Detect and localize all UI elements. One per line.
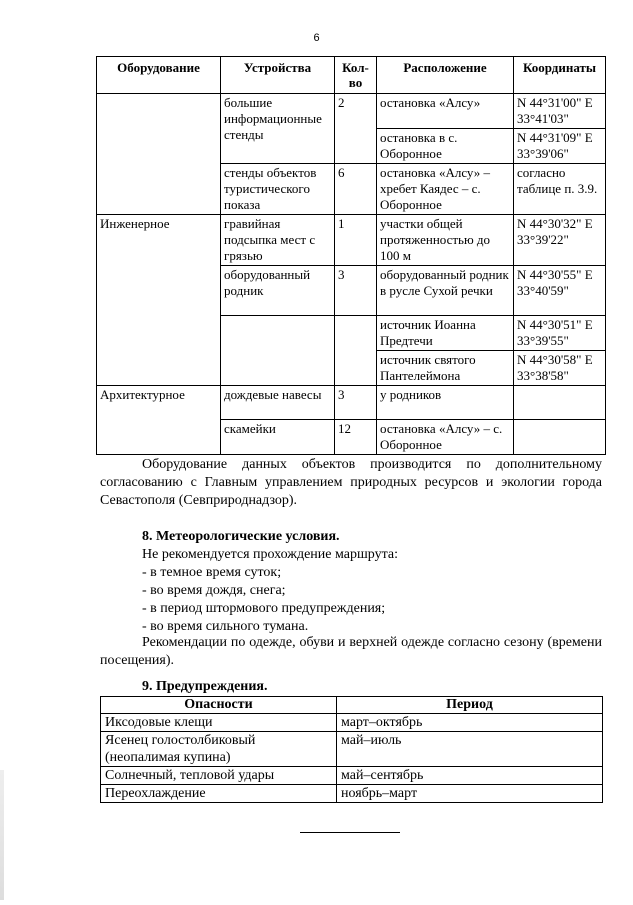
warnings-table-header — [101, 697, 603, 714]
section-8-intro: Не рекомендуется прохождение маршрута: — [142, 547, 398, 562]
table-row — [101, 767, 603, 785]
header-location: Расположение — [377, 57, 514, 94]
coordinates-cell — [514, 386, 606, 420]
coordinates-cell: согласно таблице п. 3.9. — [514, 164, 606, 215]
period-cell: ноябрь–март — [337, 785, 603, 803]
equipment-type-cell — [97, 94, 221, 215]
list-item: - в темное время суток; — [142, 565, 282, 580]
location-cell: у родников — [377, 386, 514, 420]
quantity-cell: 2 — [335, 94, 377, 164]
table-row — [97, 386, 606, 420]
danger-cell: Иксодовые клещи — [101, 714, 337, 732]
device-cell: оборудованный родник — [221, 266, 335, 316]
period-cell: март–октябрь — [337, 714, 603, 732]
coordinates-cell — [514, 420, 606, 455]
header-period: Период — [337, 697, 603, 714]
list-item: - во время сильного тумана. — [142, 619, 309, 634]
location-cell: источник Иоанна Предтечи — [377, 316, 514, 351]
table-row — [101, 714, 603, 732]
device-cell: дождевые навесы — [221, 386, 335, 420]
list-item: - во время дождя, снега; — [142, 583, 286, 598]
location-cell: остановка «Алсу» – с. Оборонное — [377, 420, 514, 455]
location-cell: участки общей протяженностью до 100 м — [377, 215, 514, 266]
period-cell: май–июль — [337, 732, 603, 767]
header-dangers: Опасности — [101, 697, 337, 714]
closing-rule — [300, 832, 400, 833]
coordinates-cell: N 44°30'58" E 33°38'58" — [514, 351, 606, 386]
scan-edge-shadow — [0, 770, 4, 900]
header-quantity: Кол- во — [335, 57, 377, 94]
equipment-table-header — [97, 57, 606, 94]
coordinates-cell: N 44°31'09" E 33°39'06" — [514, 129, 606, 164]
coordinates-cell: N 44°30'51" E 33°39'55" — [514, 316, 606, 351]
table-row — [97, 215, 606, 266]
location-cell: остановка «Алсу» – хребет Каядес – с. Оборонное — [377, 164, 514, 215]
danger-cell: Солнечный, тепловой удары — [101, 767, 337, 785]
section-9-heading: 9. Предупреждения. — [142, 679, 268, 694]
device-cell: гравийная подсыпка мест с грязью — [221, 215, 335, 266]
equipment-type-cell: Инженерное — [97, 215, 221, 386]
quantity-cell: 1 — [335, 215, 377, 266]
equipment-type-cell: Архитектурное — [97, 386, 221, 455]
approval-paragraph: Оборудование данных объектов производится по дополнительному согласованию с Главным управлением природных ресурсов и экологии города Севастополя (Севприроднадзор). — [100, 457, 602, 508]
list-item: - в период штормового предупреждения; — [142, 601, 386, 616]
section-8-heading: 8. Метеорологические условия. — [142, 529, 340, 544]
period-cell: май–сентябрь — [337, 767, 603, 785]
header-devices: Устройства — [221, 57, 335, 94]
danger-cell: Переохлаждение — [101, 785, 337, 803]
quantity-cell: 3 — [335, 266, 377, 316]
coordinates-cell: N 44°30'55" E 33°40'59" — [514, 266, 606, 316]
device-cell: большие информационные стенды — [221, 94, 335, 164]
warnings-table — [100, 696, 603, 803]
coordinates-cell: N 44°30'32" E 33°39'22" — [514, 215, 606, 266]
equipment-table — [96, 56, 606, 455]
location-cell: остановка в с. Оборонное — [377, 129, 514, 164]
clothing-recommendation: Рекомендации по одежде, обуви и верхней одежде согласно сезону (времени посещения). — [100, 635, 602, 668]
header-equipment: Оборудование — [97, 57, 221, 94]
device-cell: скамейки — [221, 420, 335, 455]
header-coordinates: Координаты — [514, 57, 606, 94]
coordinates-cell: N 44°31'00" E 33°41'03" — [514, 94, 606, 129]
location-cell: остановка «Алсу» — [377, 94, 514, 129]
table-row — [101, 732, 603, 767]
table-row — [97, 94, 606, 129]
danger-cell: Ясенец голостолбиковый (неопалимая купина) — [101, 732, 337, 767]
page-number: 6 — [313, 32, 320, 44]
device-cell: стенды объектов туристического показа — [221, 164, 335, 215]
device-cell — [221, 316, 335, 386]
quantity-cell — [335, 316, 377, 386]
table-row — [101, 785, 603, 803]
location-cell: оборудованный родник в русле Сухой речки — [377, 266, 514, 316]
quantity-cell: 3 — [335, 386, 377, 420]
quantity-cell: 12 — [335, 420, 377, 455]
quantity-cell: 6 — [335, 164, 377, 215]
location-cell: источник святого Пантелеймона — [377, 351, 514, 386]
